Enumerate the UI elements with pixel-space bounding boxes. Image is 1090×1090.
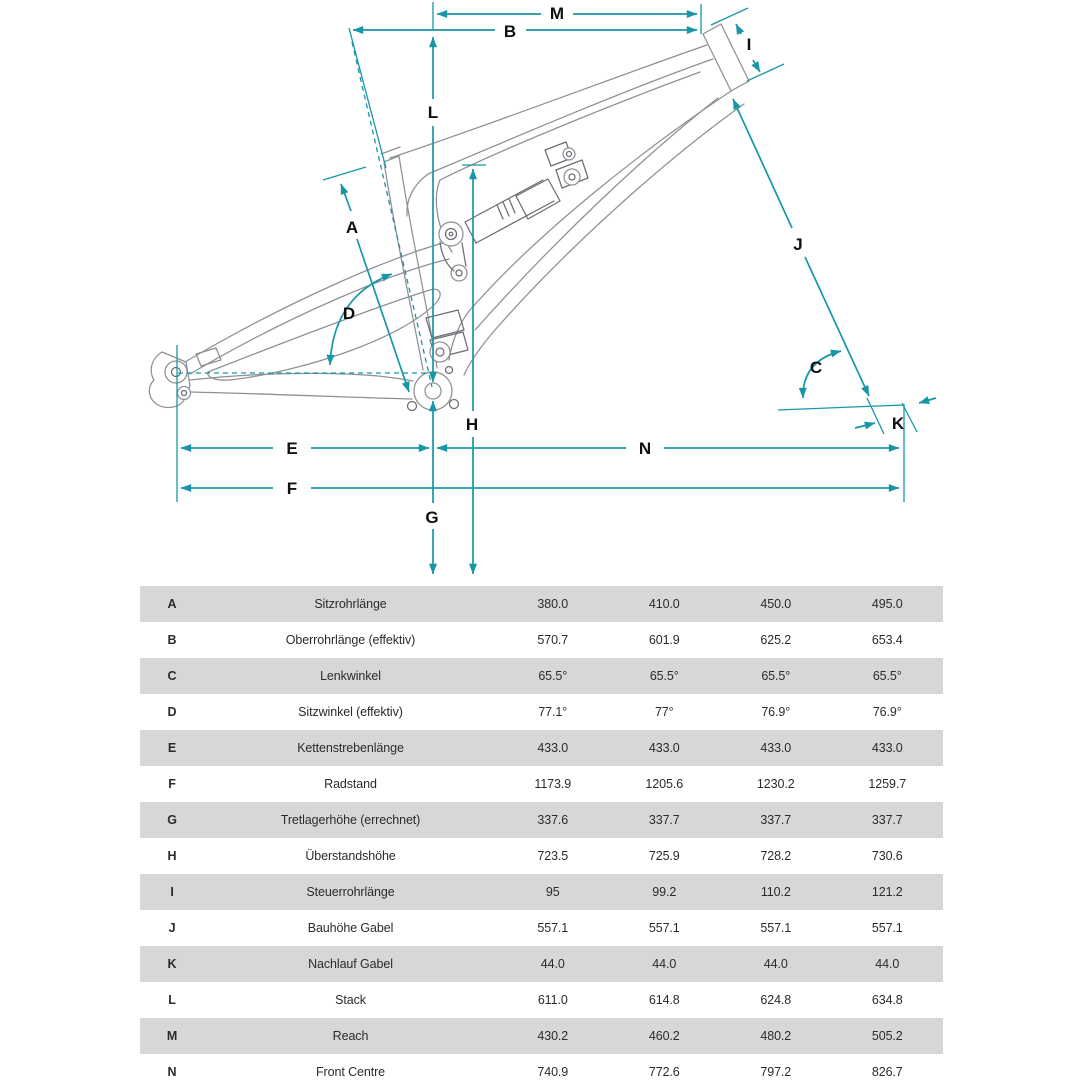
row-value-cell: 44.0 [540,957,565,971]
row-key-cell: I [170,885,174,899]
row-value-cell: 460.2 [648,1029,680,1043]
row-value-cell: 480.2 [760,1029,792,1043]
row-value-cell: 430.2 [537,1029,569,1043]
table-row [140,1018,943,1054]
row-value-cell: 505.2 [871,1029,903,1043]
row-label-cell: Oberrohrlänge (effektiv) [285,633,416,647]
dim-label-B: B [503,22,517,41]
row-value-cell: 725.9 [648,849,680,863]
dim-label-H: H [465,415,479,434]
dim-label-F: F [286,479,298,498]
row-key-cell: F [168,777,176,791]
row-value-cell: 410.0 [648,597,680,611]
row-key-cell: J [168,921,176,935]
row-value-cell: 95 [545,885,560,899]
dim-label-C: C [809,358,823,377]
dim-label-M: M [549,4,565,23]
table-row [140,766,943,802]
row-value-cell: 380.0 [537,597,569,611]
row-key-cell: M [166,1029,178,1043]
dim-label-J: J [793,235,803,254]
row-key-cell: H [167,849,177,863]
row-value-cell: 611.0 [537,993,568,1007]
row-key-cell: N [167,1065,177,1079]
bike-frame-drawing [149,24,749,411]
row-value-cell: 450.0 [760,597,792,611]
row-value-cell: 65.5° [761,669,791,683]
row-value-cell: 728.2 [760,849,792,863]
dim-label-K: K [891,414,905,433]
row-value-cell: 433.0 [871,741,903,755]
row-value-cell: 557.1 [760,921,792,935]
row-value-cell: 433.0 [648,741,680,755]
row-value-cell: 624.8 [760,993,792,1007]
row-value-cell: 77.1° [538,705,568,719]
table-row [140,658,943,694]
row-value-cell: 433.0 [537,741,569,755]
table-row [140,874,943,910]
row-key-cell: L [168,993,176,1007]
row-value-cell: 337.7 [871,813,903,827]
row-label-cell: Sitzwinkel (effektiv) [298,705,403,719]
row-value-cell: 625.2 [760,633,792,647]
dim-label-I: I [746,35,752,54]
row-value-cell: 44.0 [875,957,900,971]
row-key-cell: A [167,597,177,611]
row-key-cell: C [167,669,177,683]
row-key-cell: G [167,813,177,827]
row-label-cell: Steuerrohrlänge [306,885,395,899]
row-value-cell: 1205.6 [645,777,684,791]
row-value-cell: 1230.2 [756,777,795,791]
row-label-cell: Reach [332,1029,369,1043]
row-label-cell: Front Centre [316,1065,385,1079]
row-value-cell: 1173.9 [534,777,572,791]
row-value-cell: 337.7 [760,813,792,827]
dim-line-A [323,167,409,392]
row-value-cell: 653.4 [871,633,903,647]
row-value-cell: 826.7 [871,1065,903,1079]
row-value-cell: 730.6 [871,849,903,863]
dim-arc-D [330,274,392,365]
row-label-cell: Nachlauf Gabel [308,957,393,971]
row-value-cell: 65.5° [872,669,902,683]
dim-line-H [462,165,486,574]
row-label-cell: Lenkwinkel [320,669,381,683]
geometry-table [140,586,943,1090]
row-value-cell: 65.5° [538,669,568,683]
row-label-cell: Radstand [324,777,377,791]
table-row [140,730,943,766]
row-value-cell: 601.9 [648,633,680,647]
row-value-cell: 797.2 [760,1065,792,1079]
table-row [140,622,943,658]
table-row [140,586,943,622]
row-label-cell: Überstandshöhe [305,849,396,863]
row-value-cell: 77° [654,705,674,719]
row-key-cell: E [167,741,177,755]
row-value-cell: 570.7 [537,633,569,647]
row-value-cell: 65.5° [649,669,679,683]
row-label-cell: Stack [335,993,366,1007]
dim-label-E: E [286,439,298,458]
row-value-cell: 433.0 [760,741,792,755]
row-value-cell: 44.0 [763,957,788,971]
row-value-cell: 772.6 [648,1065,680,1079]
dim-label-L: L [427,103,439,122]
row-value-cell: 557.1 [537,921,569,935]
row-value-cell: 1259.7 [868,777,907,791]
row-value-cell: 110.2 [760,885,791,899]
row-key-cell: D [167,705,177,719]
table-row [140,838,943,874]
dim-label-G: G [425,508,439,527]
row-value-cell: 99.2 [652,885,677,899]
table-row [140,694,943,730]
dim-line-B [353,4,701,34]
table-row [140,1054,943,1090]
row-value-cell: 76.9° [761,705,791,719]
dim-label-A: A [345,218,359,237]
row-value-cell: 740.9 [537,1065,569,1079]
row-value-cell: 337.6 [537,813,569,827]
row-value-cell: 723.5 [537,849,569,863]
dim-label-N: N [638,439,652,458]
table-row [140,946,943,982]
table-row [140,802,943,838]
row-label-cell: Bauhöhe Gabel [307,921,394,935]
row-value-cell: 121.2 [871,885,903,899]
row-key-cell: B [167,633,177,647]
row-value-cell: 44.0 [652,957,677,971]
dim-line-K [778,398,936,434]
row-value-cell: 557.1 [648,921,680,935]
row-label-cell: Sitzrohrlänge [314,597,387,611]
row-value-cell: 495.0 [871,597,903,611]
row-value-cell: 557.1 [871,921,903,935]
row-value-cell: 614.8 [648,993,680,1007]
row-value-cell: 337.7 [648,813,680,827]
table-row [140,910,943,946]
row-label-cell: Kettenstrebenlänge [297,741,404,755]
row-key-cell: K [167,957,177,971]
dim-label-D: D [342,304,356,323]
row-value-cell: 634.8 [871,993,903,1007]
row-value-cell: 76.9° [872,705,902,719]
row-label-cell: Tretlagerhöhe (errechnet) [280,813,421,827]
table-row [140,982,943,1018]
